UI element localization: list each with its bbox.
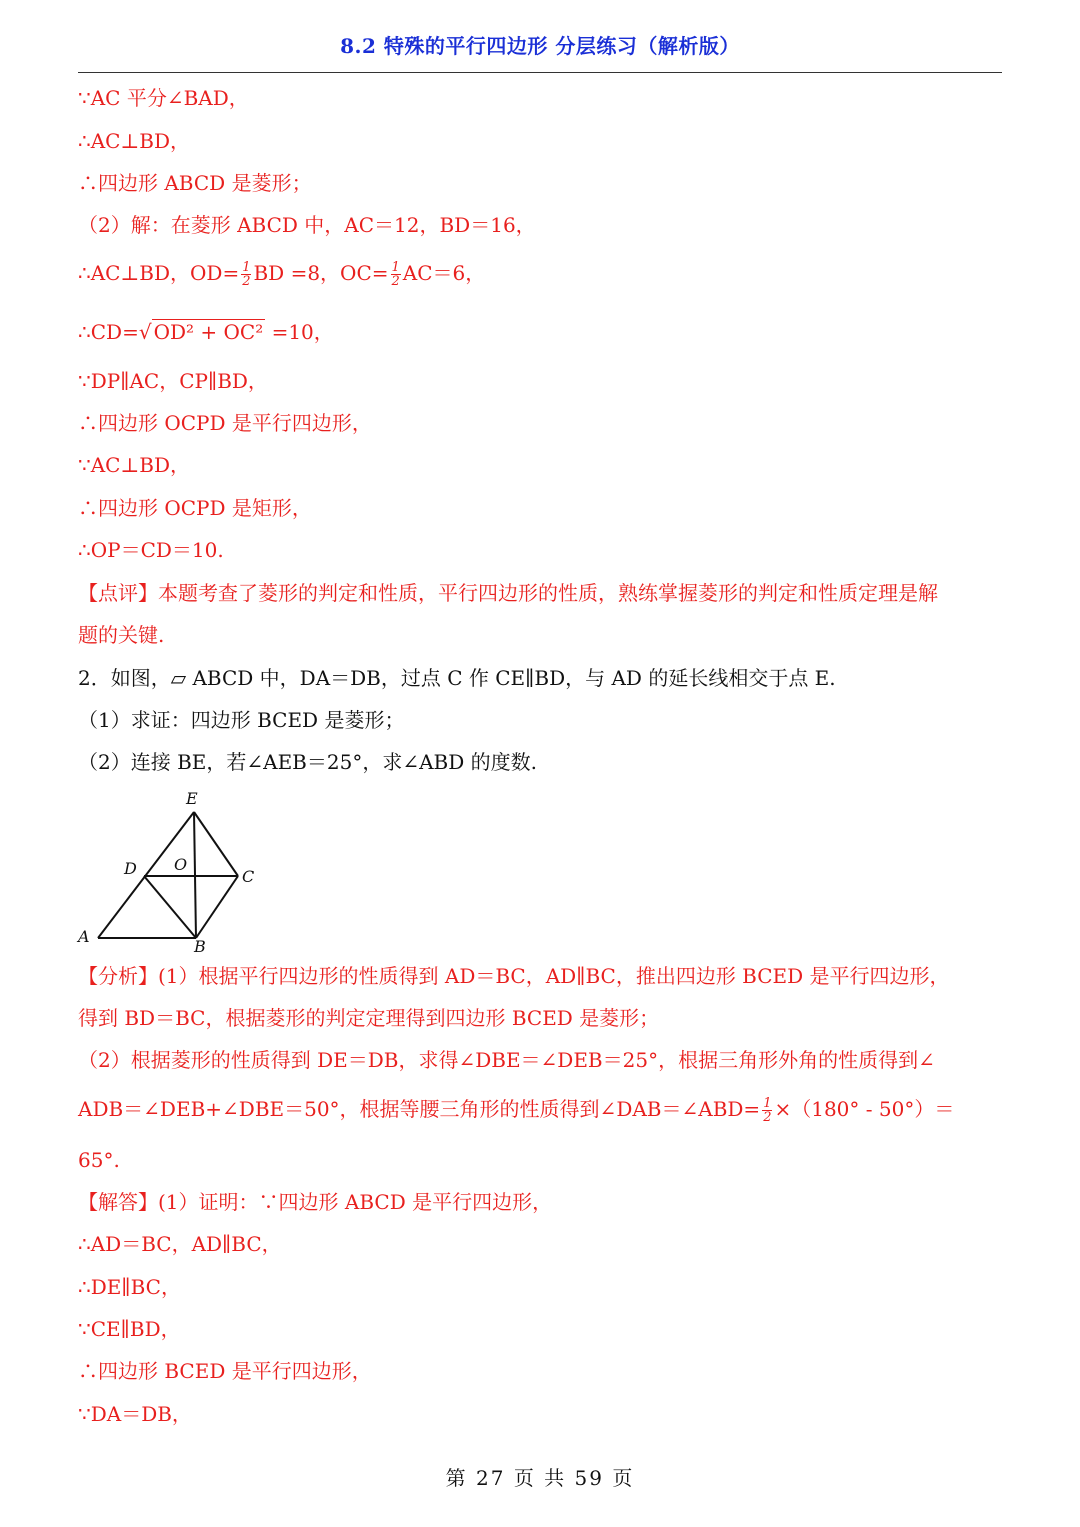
proof-line-11: ∴OP＝CD＝10. <box>78 538 224 562</box>
label-B: B <box>194 937 206 953</box>
analysis-line-4-part-b: ×（180° - 50°）＝ <box>774 1097 955 1121</box>
proof-line-6-part-b: =10， <box>265 320 334 344</box>
segment-EC <box>194 812 238 876</box>
analysis-line-1: 【分析】(1）根据平行四边形的性质得到 AD＝BC，AD∥BC，推出四边形 BCED 是平行四边形， <box>78 964 950 988</box>
comment-line-1: 【点评】本题考查了菱形的判定和性质，平行四边形的性质，熟练掌握菱形的判定和性质定理是解 <box>78 581 938 605</box>
fraction-denominator: 2 <box>763 1110 772 1125</box>
proof-line-5-part-c: AC＝6， <box>402 261 486 285</box>
answer-line-2: ∴AD＝BC，AD∥BC， <box>78 1232 282 1256</box>
answer-line-4: ∵CE∥BD， <box>78 1317 181 1341</box>
analysis-line-2: 得到 BD＝BC，根据菱形的判定定理得到四边形 BCED 是菱形； <box>78 1006 660 1030</box>
label-O: O <box>174 855 188 874</box>
sqrt-radicand: OD² + OC² <box>153 320 264 344</box>
proof-line-5-part-b: BD =8，OC= <box>253 261 389 285</box>
fraction-half <box>241 261 251 288</box>
problem-2-part-1: （1）求证：四边形 BCED 是菱形； <box>78 708 405 732</box>
proof-line-5 <box>78 261 485 288</box>
answer-line-5: ∴四边形 BCED 是平行四边形， <box>78 1359 372 1383</box>
label-D: D <box>124 859 137 878</box>
fraction-numerator: 1 <box>763 1096 772 1111</box>
proof-line-7: ∵DP∥AC，CP∥BD， <box>78 369 268 393</box>
proof-line-8: ∴四边形 OCPD 是平行四边形， <box>78 411 372 435</box>
proof-line-1: ∵AC 平分∠BAD， <box>78 86 249 110</box>
sqrt-sign: √ <box>138 320 152 344</box>
header-divider <box>78 72 1002 73</box>
analysis-line-5: 65°. <box>78 1148 120 1172</box>
answer-line-1: 【解答】(1）证明：∵四边形 ABCD 是平行四边形， <box>78 1190 553 1214</box>
comment-line-2: 题的关键. <box>78 623 165 647</box>
proof-line-3: ∴四边形 ABCD 是菱形； <box>78 171 312 195</box>
proof-line-4: （2）解：在菱形 ABCD 中，AC＝12，BD＝16， <box>78 213 536 237</box>
label-C: C <box>242 867 255 886</box>
page-footer: 第 27 页 共 59 页 <box>445 1466 635 1490</box>
proof-line-2: ∴AC⊥BD， <box>78 129 191 153</box>
proof-line-6 <box>78 320 334 344</box>
answer-line-6: ∵DA＝DB， <box>78 1402 192 1426</box>
fraction-half-2 <box>391 261 401 288</box>
analysis-line-4-part-a: ADB＝∠DEB+∠DBE＝50°，根据等腰三角形的性质得到∠DAB＝∠ABD= <box>78 1097 761 1121</box>
label-A: A <box>78 927 90 946</box>
analysis-line-3: （2）根据菱形的性质得到 DE＝DB，求得∠DBE＝∠DEB＝25°，根据三角形外角的性质得到∠ <box>78 1048 935 1072</box>
analysis-line-4 <box>78 1097 954 1124</box>
segment-EB <box>194 812 196 938</box>
geometry-figure <box>76 788 266 953</box>
fraction-denominator: 2 <box>391 274 400 289</box>
page-header-title: 8.2 特殊的平行四边形 分层练习（解析版） <box>340 34 740 58</box>
problem-2-stem: 2．如图，▱ ABCD 中，DA＝DB，过点 C 作 CE∥BD，与 AD 的延长线相交于点 E. <box>78 666 836 690</box>
fraction-denominator: 2 <box>242 274 251 289</box>
fraction-numerator: 1 <box>242 260 251 275</box>
proof-line-9: ∵AC⊥BD， <box>78 453 191 477</box>
proof-line-6-part-a: ∴CD= <box>78 320 139 344</box>
label-E: E <box>186 789 198 808</box>
answer-line-3: ∴DE∥BC， <box>78 1275 181 1299</box>
proof-line-5-part-a: ∴AC⊥BD，OD= <box>78 261 240 285</box>
segment-DB <box>144 876 196 938</box>
problem-2-part-2: （2）连接 BE，若∠AEB＝25°，求∠ABD 的度数. <box>78 750 537 774</box>
proof-line-10: ∴四边形 OCPD 是矩形， <box>78 496 312 520</box>
segment-CB <box>196 876 238 938</box>
fraction-half-3 <box>762 1097 772 1124</box>
fraction-numerator: 1 <box>391 260 400 275</box>
